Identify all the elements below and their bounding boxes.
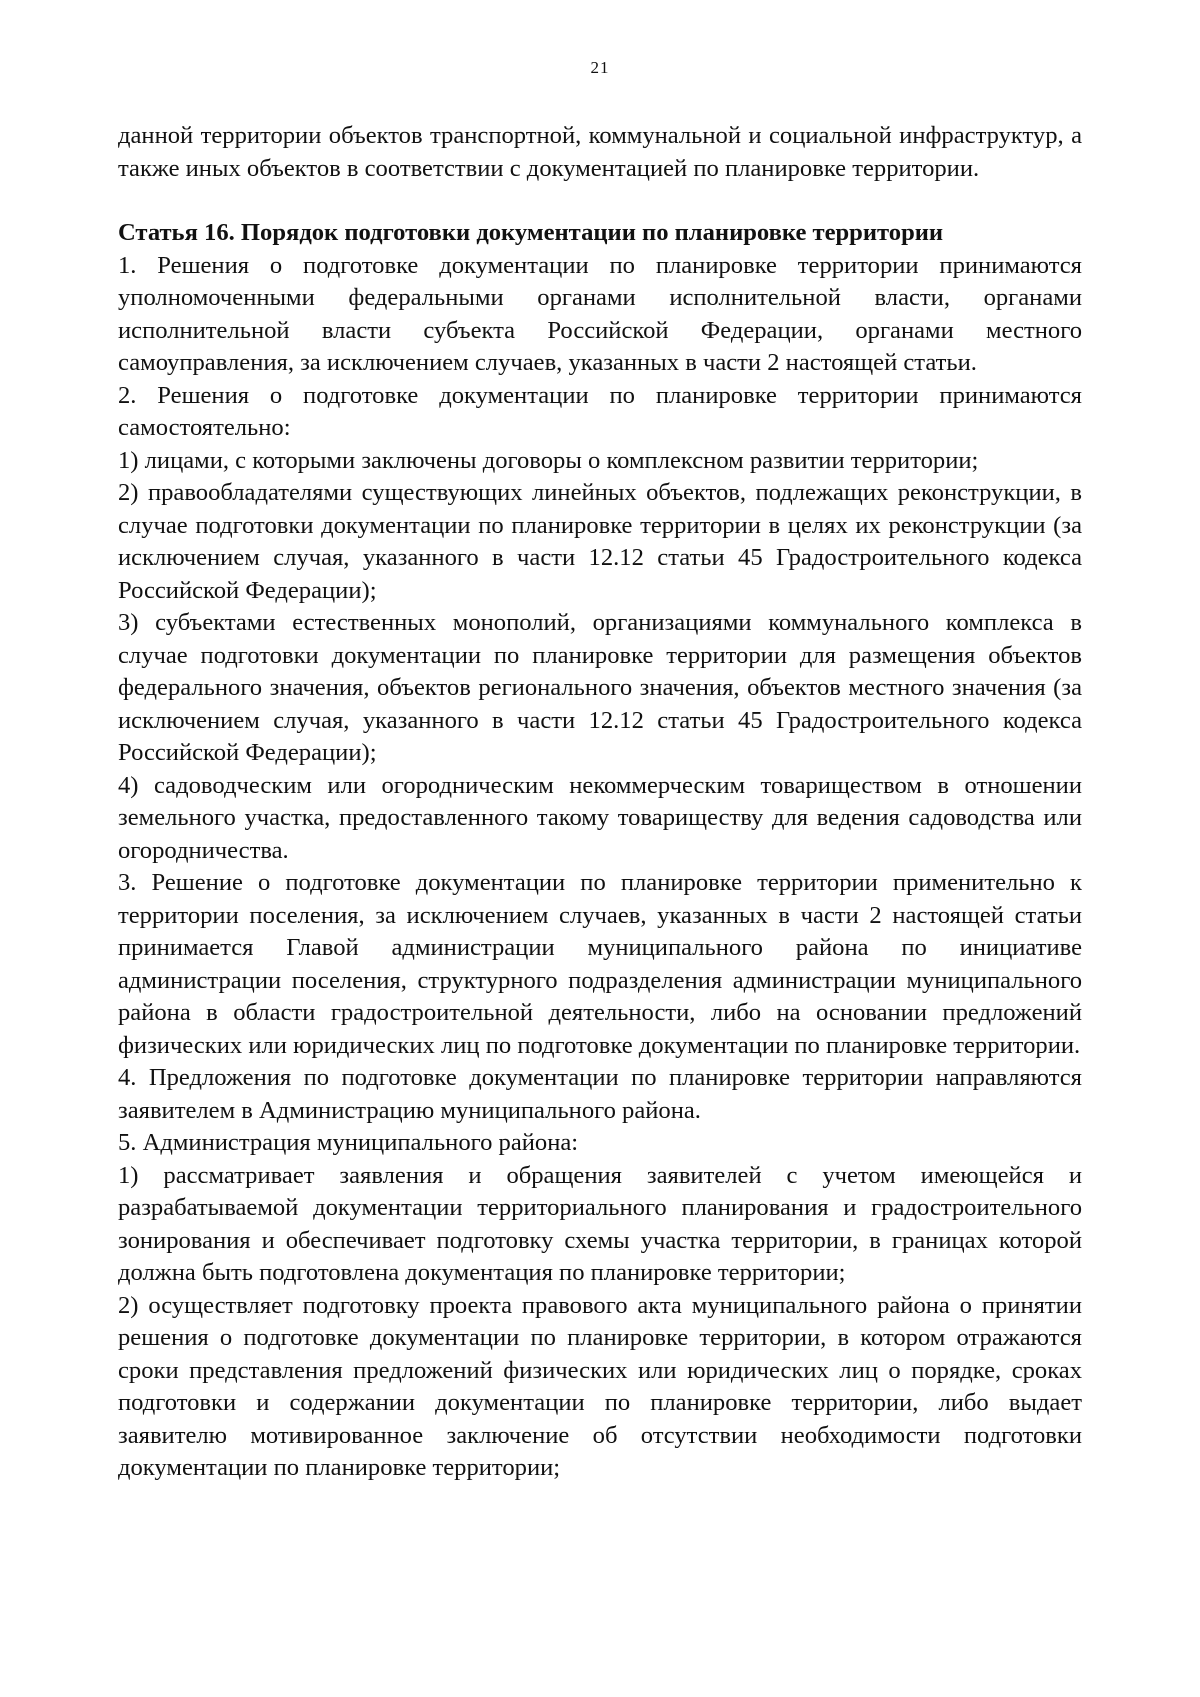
intro-paragraph: данной территории объектов транспортной, коммунальной и социальной инфраструктур, а также иных объектов в соответствии с документацией по планировке территории. — [118, 122, 1082, 182]
page-number: 21 — [590, 58, 610, 77]
paragraph-part-3: 3. Решение о подготовке документации по планировке территории применительно к территории поселения, за исключением случаев, указанных в части 2 настоящей статьи принимается Главой администрации муниципального района по инициативе администрации поселения, структурного подразделения администрации муниципального района в области градостроительной деятельности, либо на основании предложений физических или юридических лиц по подготовке документации по планировке территории. — [118, 869, 1082, 1059]
paragraph-part-2: 2. Решения о подготовке документации по планировке территории принимаются самостоятельно: — [118, 381, 1082, 441]
paragraph-part-5-item-1: 1) рассматривает заявления и обращения заявителей с учетом имеющейся и разрабатываемой документации территориального планирования и градостроительного зонирования и обеспечивает подготовку схемы участка территории, в границах которой должна быть подготовлена документация по планировке территории; — [118, 1161, 1082, 1286]
paragraph-part-2-item-2: 2) правообладателями существующих линейных объектов, подлежащих реконструкции, в случае подготовки документации по планировке территории в целях их реконструкции (за исключением случая, указанного в части 12.12 статьи 45 Градостроительного кодекса Российской Федерации); — [118, 479, 1082, 604]
paragraph-part-4: 4. Предложения по подготовке документации по планировке территории направляются заявителем в Администрацию муниципального района. — [118, 1064, 1082, 1124]
paragraph-part-5-item-2: 2) осуществляет подготовку проекта правового акта муниципального района о принятии решения о подготовке документации по планировке территории, в котором отражаются сроки представления предложений физических или юридических лиц о порядке, сроках подготовки и содержании документации по планировке территории, либо выдает заявителю мотивированное заключение об отсутствии необходимости подготовки документации по планировке территории; — [118, 1291, 1082, 1481]
paragraph-part-2-item-1: 1) лицами, с которыми заключены договоры о комплексном развитии территории; — [118, 446, 979, 474]
paragraph-part-1: 1. Решения о подготовке документации по планировке территории принимаются уполномоченными федеральными органами исполнительной власти, органами исполнительной власти субъекта Российской Федерации, органами местного самоуправления, за исключением случаев, указанных в части 2 настоящей статьи. — [118, 251, 1082, 376]
paragraph-part-2-item-4: 4) садоводческим или огородническим некоммерческим товариществом в отношении земельного участка, предоставленного такому товариществу для ведения садоводства или огородничества. — [118, 771, 1082, 864]
paragraph-part-2-item-3: 3) субъектами естественных монополий, организациями коммунального комплекса в случае подготовки документации по планировке территории для размещения объектов федерального значения, объектов регионального значения, объектов местного значения (за исключением случая, указанного в части 12.12 статьи 45 Градостроительного кодекса Российской Федерации); — [118, 609, 1082, 766]
page-content — [118, 120, 1082, 1485]
paragraph-part-5: 5. Администрация муниципального района: — [118, 1129, 579, 1156]
article-heading: Статья 16. Порядок подготовки документации по планировке территории — [118, 219, 944, 246]
